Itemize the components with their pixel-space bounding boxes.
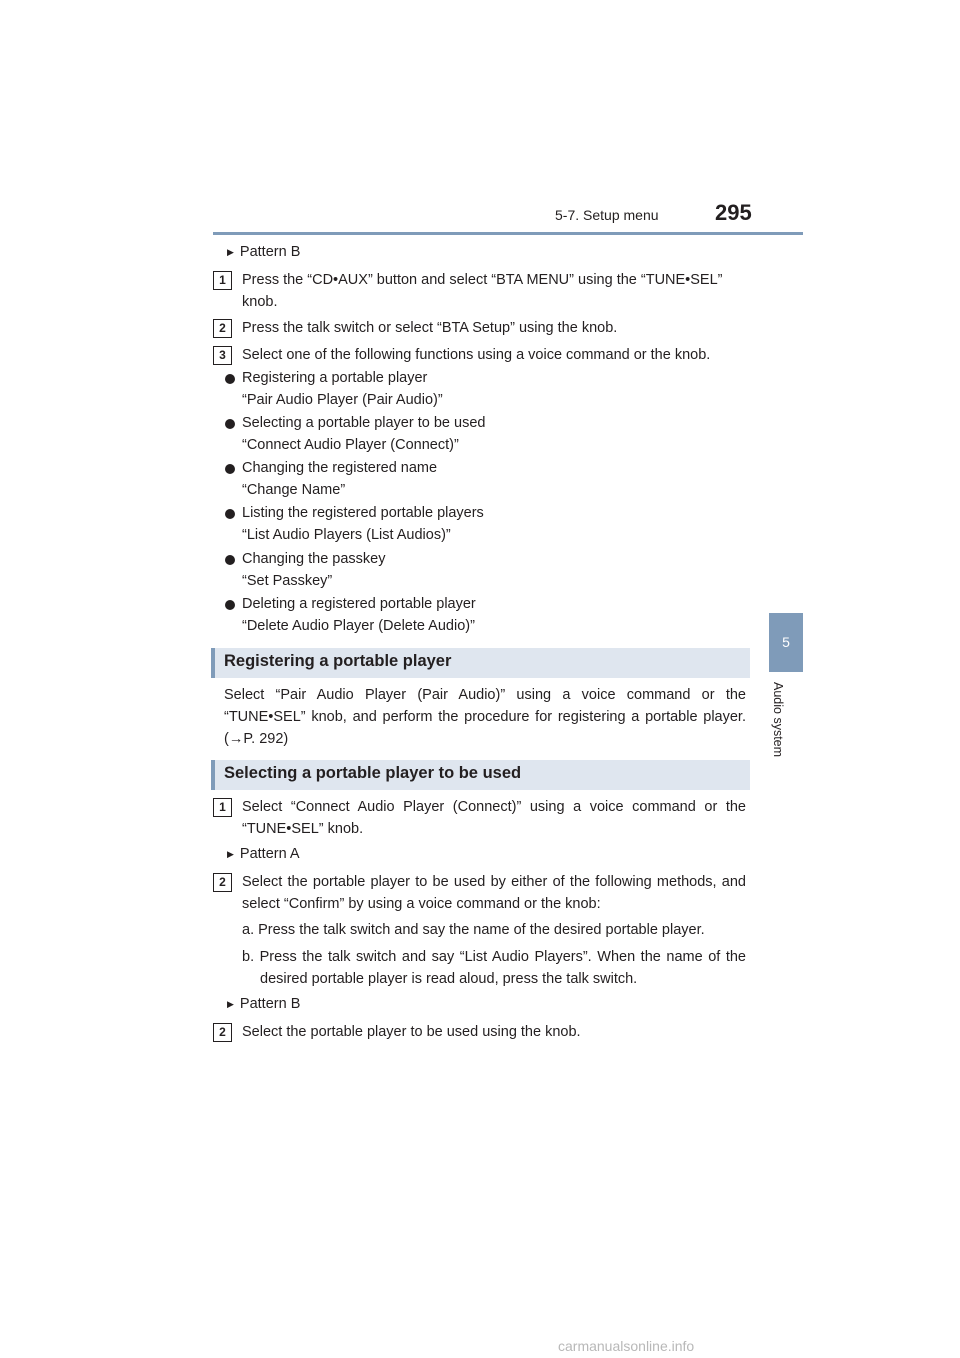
list-item: Changing the passkey “Set Passkey” [242,551,386,589]
step-text: Select the portable player to be used by either of the following methods, and select “Confirm” by using a voice command or the knob: [242,874,746,912]
step-text: Select one of the following functions using a voice command or the knob. [242,347,711,363]
step-text: Select “Connect Audio Player (Connect)” using a voice command or the “TUNE•SEL” knob. [242,799,746,837]
step-number: 2 [213,1023,232,1042]
list-item: Changing the registered name “Change Name” [242,460,438,498]
watermark: carmanualsonline.info [558,1338,695,1354]
chapter-tab[interactable]: 5 [769,613,803,672]
section-heading-bar [211,648,750,678]
list-item: Deleting a registered portable player “Delete Audio Player (Delete Audio)” [242,596,476,634]
bullet-icon [225,419,235,429]
section-heading-bar [211,760,750,790]
step-text: Press the “CD•AUX” button and select “BTA MENU” using the “TUNE•SEL” knob. [242,272,723,310]
page-number: 295 [715,200,752,225]
section-title: 5-7. Setup menu [555,207,659,223]
bullet-icon [225,464,235,474]
header-rule [213,232,803,235]
step-text: Press the talk switch or select “BTA Setup” using the knob. [242,320,618,336]
option-b: b. Press the talk switch and say “List Audio Players”. When the name of the desired portable player is read aloud, press the talk switch. [242,949,746,987]
step-number: 2 [213,319,232,338]
section-heading: Registering a portable player [224,652,452,670]
bullet-icon [225,555,235,565]
page-reference-link[interactable]: (→P. 292) [224,731,289,747]
bullet-icon [225,374,235,384]
step-text: Select the portable player to be used using the knob. [242,1024,581,1040]
paragraph: Select “Pair Audio Player (Pair Audio)” using a voice command or the “TUNE•SEL” knob, and perform the procedure for registering a portable player. (→P. 292) [224,684,746,750]
section-heading: Selecting a portable player to be used [224,764,522,782]
step-number: 3 [213,346,232,365]
list-item: Listing the registered portable players “List Audio Players (List Audios)” [242,505,484,543]
step-number: 1 [213,798,232,817]
option-a: a. Press the talk switch and say the name of the desired portable player. [242,922,705,938]
list-item: Registering a portable player “Pair Audio Player (Pair Audio)” [242,370,443,408]
triangle-right-icon: ▶ [227,247,234,257]
step-number: 2 [213,873,232,892]
chapter-label [771,682,789,772]
triangle-right-icon: ▶ [227,849,234,859]
pattern-b-label: ▶ Pattern B [227,244,301,260]
pattern-a-label: ▶ Pattern A [227,846,300,862]
pattern-b-label: ▶ Pattern B [227,996,301,1012]
list-item: Selecting a portable player to be used “Connect Audio Player (Connect)” [242,415,486,453]
bullet-icon [225,600,235,610]
bullet-icon [225,509,235,519]
step-number: 1 [213,271,232,290]
triangle-right-icon: ▶ [227,999,234,1009]
chapter-label-text: Audio system [771,682,785,758]
